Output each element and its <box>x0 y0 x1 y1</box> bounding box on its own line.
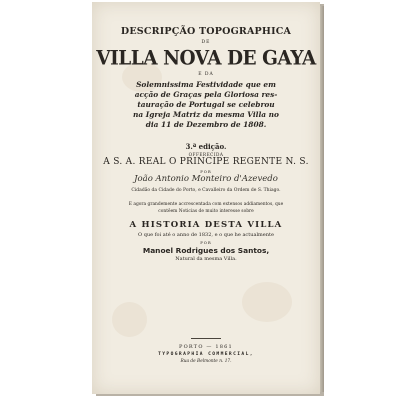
history-years: O que foi até o anno de 1832, e o que he actualmente <box>138 232 274 238</box>
edition: 3.ª edição. <box>185 142 227 151</box>
author-description: Cidadão da Cidade do Porto, e Cavalleiro da Ordem de S. Thiago. <box>131 188 281 193</box>
foxing-stain <box>112 302 147 337</box>
history-heading: A HISTORIA DESTA VILLA <box>129 220 283 230</box>
by-label: POR <box>200 169 212 174</box>
title-line-1: DESCRIPÇÃO TOPOGRAPHICA <box>120 26 292 37</box>
title-page <box>92 2 320 394</box>
subtitle-line: na Igreja Matriz da mesma Villa no <box>133 110 279 119</box>
augmented-line: contêem Noticias de muito interesse sobre <box>158 209 254 214</box>
printer: TYPOGRAPHIA COMMERCIAL, <box>158 352 254 357</box>
subtitle-line: acção de Graças pela Gloriosa res- <box>134 90 278 99</box>
augmented-line: E agora grandemente accrescentada com extensos addiamentos, que <box>128 202 284 207</box>
subtitle-line: Solemnissima Festividade que em <box>136 80 276 89</box>
subtitle-line: tauração de Portugal se celebrou <box>137 100 275 109</box>
place-year: PORTO — 1861 <box>179 344 233 350</box>
offered-to: OFFERECIDA <box>188 152 224 157</box>
subtitle-line: dia 11 de Dezembro de 1808. <box>145 120 267 129</box>
printer-address: Rua de Belmonte n. 17. <box>180 359 232 364</box>
title-eda: E DA <box>198 72 214 77</box>
divider-rule <box>191 338 221 339</box>
editor-name: Manoel Rodrigues dos Santos, <box>142 246 270 255</box>
foxing-stain <box>242 282 292 322</box>
title-de: DE <box>201 40 211 45</box>
by-label: POR <box>200 240 212 245</box>
author-name: João Antonio Monteiro d'Azevedo <box>134 174 278 184</box>
main-title: VILLA NOVA DE GAYA <box>96 47 316 70</box>
editor-origin: Natural da mesma Villa. <box>175 256 237 262</box>
dedicatee: A S. A. REAL O PRINCIPE REGENTE N. S. <box>103 157 309 167</box>
